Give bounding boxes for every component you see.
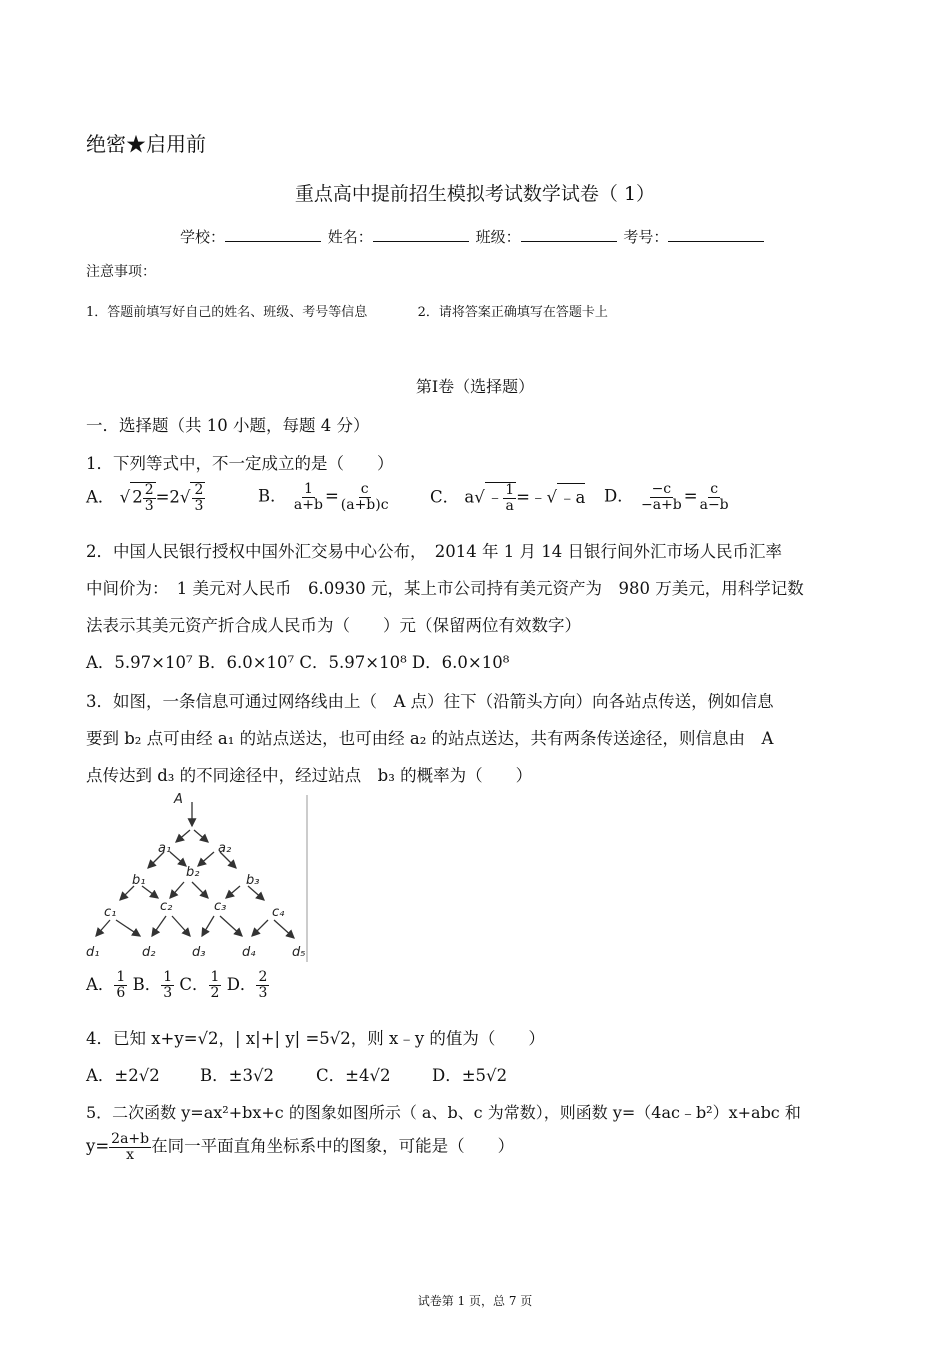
q3-option-b xyxy=(132,969,175,1001)
option-label: A． xyxy=(86,974,115,994)
question-3-line2: 要到 b₂ 点可由经 a₁ 的站点送达，也可由经 a₂ 的站点送达，共有两条传送途径，则信息由 A xyxy=(86,729,774,748)
q1-option-a: A． √ 2 $\frac{2}{3}$ =2√ $\frac{2}{3}$ xyxy=(86,482,204,514)
node-b1: b₁ xyxy=(132,873,146,888)
frac-num: 1 xyxy=(116,969,126,985)
node-d1: d₁ xyxy=(86,945,100,960)
frac-num: 1 xyxy=(163,969,173,985)
node-b3: b₃ xyxy=(246,873,260,888)
node-c2: c₂ xyxy=(160,899,173,914)
exam-number-label: 考号： xyxy=(623,228,669,246)
frac-den: 6 xyxy=(116,984,126,1001)
frac-den: 3 xyxy=(163,984,173,1001)
option-label: D． xyxy=(226,974,257,994)
option-label: B． xyxy=(132,974,162,994)
exam-number-blank[interactable] xyxy=(668,227,764,242)
q1-option-d: D． $\frac{-c}{-a+b}$ = $\frac{c}{a-b}$ xyxy=(604,481,729,513)
question-2-line2: 中间价为： 1 美元对人民币 6.0930 元，某上市公司持有美元资产为 980 万美元，用科学记数 xyxy=(86,579,804,598)
q1-option-c: C． a√ ﹣ $\frac{1}{a}$ =﹣√ ﹣a xyxy=(430,482,586,514)
exam-title: 重点高中提前招生模拟考试数学试卷（ 1） xyxy=(294,183,656,205)
node-c1: c₁ xyxy=(104,905,117,920)
node-c3: c₃ xyxy=(214,899,227,914)
q4-option-b: B．±3√2 xyxy=(200,1066,274,1085)
q3-option-d xyxy=(226,969,270,1001)
node-d3: d₃ xyxy=(192,945,206,960)
question-2-options: A．5.97×10⁷ B．6.0×10⁷ C．5.97×10⁸ D．6.0×10⁸ xyxy=(86,653,510,672)
q4-option-a: A．±2√2 xyxy=(86,1066,160,1085)
q4-option-c: C．±4√2 xyxy=(316,1066,391,1085)
page-footer: 试卷第 1 页，总 7 页 xyxy=(417,1294,533,1308)
node-c4: c₄ xyxy=(272,905,285,920)
option-label: C． xyxy=(179,974,209,994)
question-1-stem: 1．下列等式中，不一定成立的是（ ） xyxy=(86,454,394,473)
question-5-line2 xyxy=(86,1132,514,1162)
q3-option-a xyxy=(86,969,127,1001)
student-info-row xyxy=(180,226,766,247)
class-blank[interactable] xyxy=(521,227,617,242)
node-a2: a₂ xyxy=(218,841,232,856)
q3-option-c xyxy=(179,969,221,1001)
question-3-line1: 3．如图，一条信息可通过网络线由上（ A 点）往下（沿箭头方向）向各站点传送，例如信息 xyxy=(86,692,774,711)
frac-den: x xyxy=(126,1146,135,1163)
question-3-line3: 点传达到 d₃ 的不同途径中，经过站点 b₃ 的概率为（ ） xyxy=(86,766,533,785)
q4-option-d: D．±5√2 xyxy=(432,1066,508,1085)
note-item: 1．答题前填写好自己的姓名、班级、考号等信息 xyxy=(86,305,368,320)
option-label: A． xyxy=(86,487,115,507)
school-label: 学校： xyxy=(180,228,226,246)
class-label: 班级： xyxy=(475,228,521,246)
node-b2: b₂ xyxy=(186,865,200,880)
option-label: B． xyxy=(258,486,287,506)
q3-options xyxy=(86,970,269,1000)
option-label: D． xyxy=(604,486,634,506)
frac-num: 2a+b xyxy=(111,1131,150,1147)
part-heading: 一．选择题（共 10 小题，每题 4 分） xyxy=(86,416,370,435)
node-d4: d₄ xyxy=(242,945,256,960)
frac-num: 2 xyxy=(258,969,268,985)
section-title: 第Ⅰ卷（选择题） xyxy=(415,377,535,396)
function-prefix: y= xyxy=(86,1136,110,1156)
question-2-line1: 2．中国人民银行授权中国外汇交易中心公布， 2014 年 1 月 14 日银行间外汇市场人民币汇率 xyxy=(86,542,782,561)
confidential-label: 绝密★启用前 xyxy=(86,132,206,156)
note-item: 2．请将答案正确填写在答题卡上 xyxy=(417,305,608,320)
frac-den: 2 xyxy=(210,984,220,1001)
node-d2: d₂ xyxy=(142,945,156,960)
question-4-stem: 4．已知 x+y=√2，| x|+| y| =5√2，则 x﹣y 的值为（ ） xyxy=(86,1029,545,1048)
notes-line xyxy=(86,301,608,320)
node-a1: a₁ xyxy=(158,841,172,856)
question-2-line3: 法表示其美元资产折合成人民币为（ ）元（保留两位有效数字） xyxy=(86,616,581,635)
question-5-line1: 5．二次函数 y=ax²+bx+c 的图象如图所示（ a、b、c 为常数），则函数 y=（4ac﹣b²）x+abc 和 xyxy=(86,1103,801,1122)
node-A: A xyxy=(174,792,183,807)
question-5-tail: 在同一平面直角坐标系中的图象，可能是（ ） xyxy=(151,1136,515,1156)
q1-option-b: B． $\frac{1}{a+b}$ = $\frac{c}{(a+b)c}$ xyxy=(258,481,389,513)
option-label: C． xyxy=(430,487,460,507)
frac-num: 1 xyxy=(210,969,220,985)
node-d5: d₅ xyxy=(292,945,306,960)
name-label: 姓名： xyxy=(327,228,373,246)
frac-den: 3 xyxy=(258,984,268,1001)
school-blank[interactable] xyxy=(225,227,321,242)
network-diagram xyxy=(86,790,310,965)
name-blank[interactable] xyxy=(373,227,469,242)
notes-heading: 注意事项： xyxy=(86,264,156,280)
